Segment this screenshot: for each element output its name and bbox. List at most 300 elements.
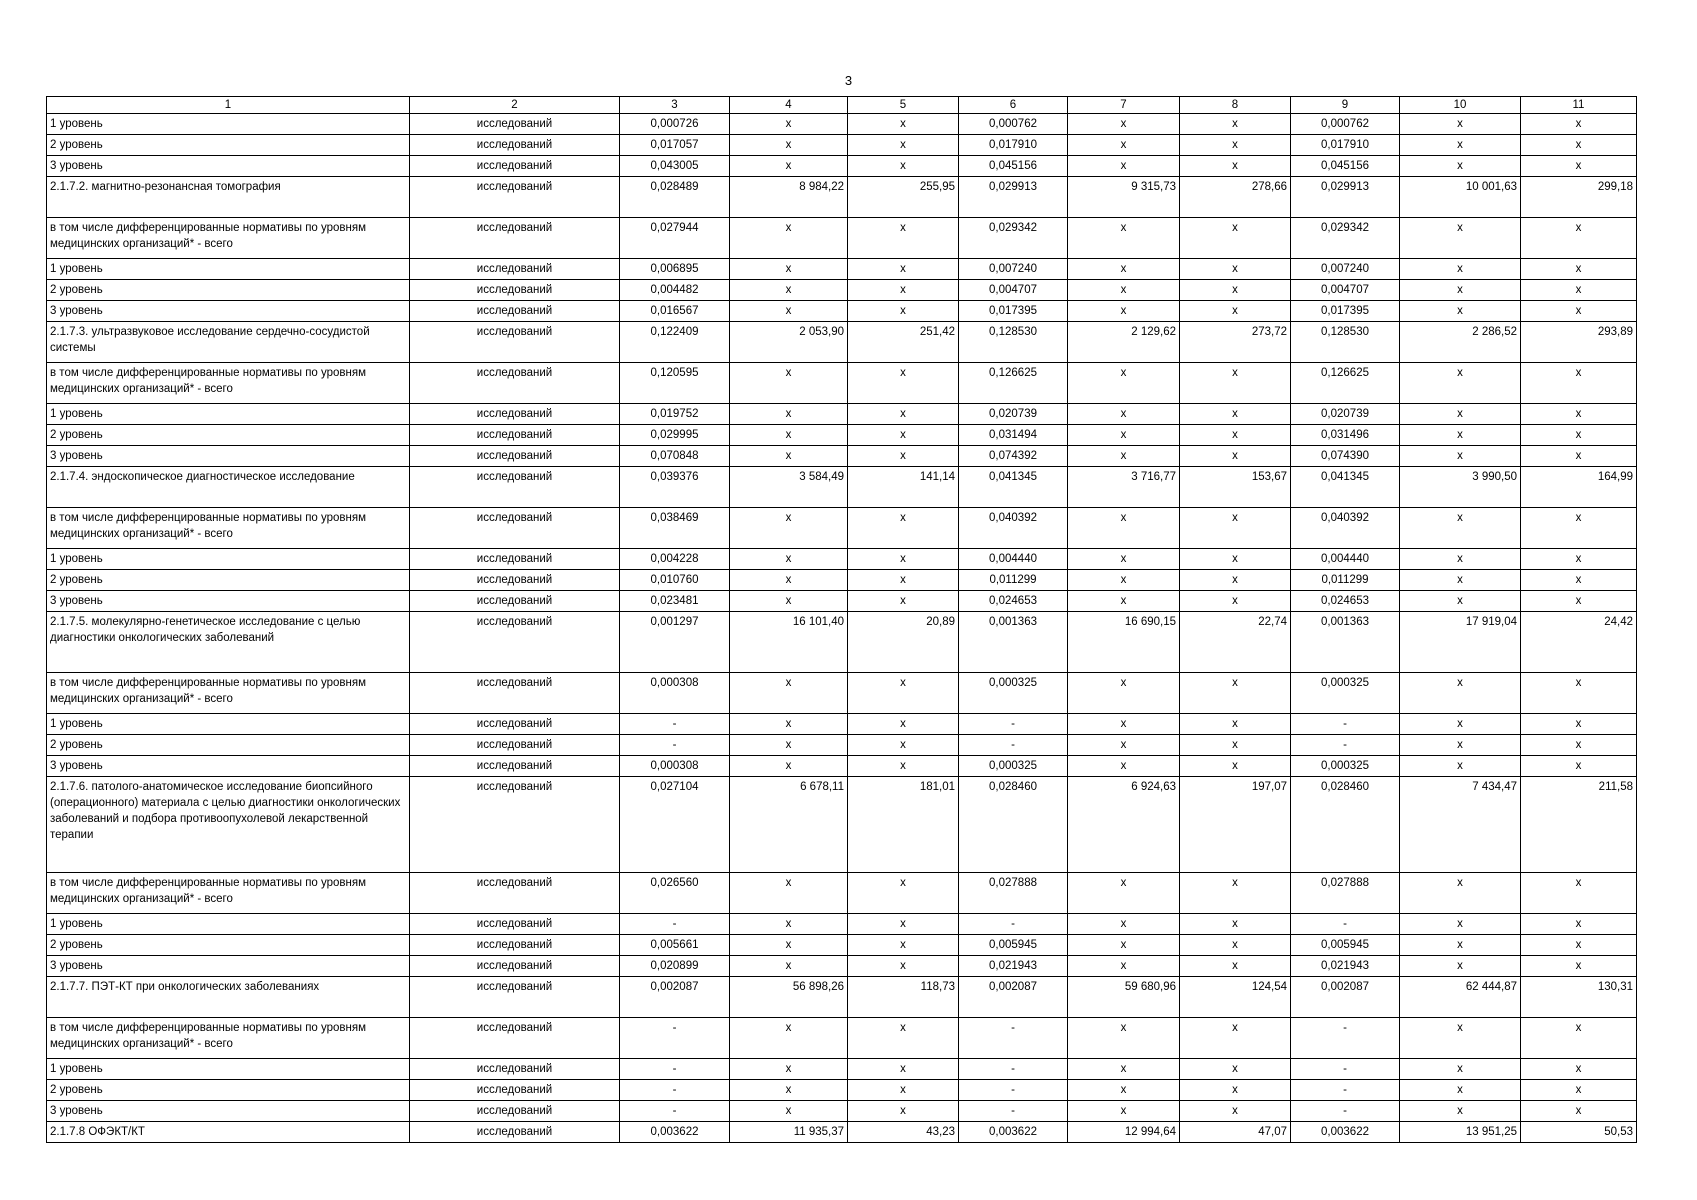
- cell-col-10: x: [1400, 735, 1521, 756]
- cell-col-11: 24,42: [1521, 612, 1637, 673]
- cell-col-8: x: [1180, 570, 1291, 591]
- cell-col-3: 0,000308: [620, 756, 730, 777]
- cell-col-1: 1 уровень: [47, 714, 410, 735]
- cell-col-10: x: [1400, 873, 1521, 914]
- cell-col-2: исследований: [410, 156, 620, 177]
- cell-col-5: 251,42: [848, 322, 959, 363]
- cell-col-3: -: [620, 1018, 730, 1059]
- cell-col-8: 278,66: [1180, 177, 1291, 218]
- cell-col-1: 2 уровень: [47, 425, 410, 446]
- cell-col-7: x: [1068, 1080, 1180, 1101]
- cell-col-1: в том числе дифференцированные нормативы по уровням медицинских организаций* - всего: [47, 1018, 410, 1059]
- cell-col-9: 0,045156: [1291, 156, 1400, 177]
- cell-col-3: 0,039376: [620, 467, 730, 508]
- table-row: [47, 591, 1637, 612]
- cell-col-4: x: [730, 873, 848, 914]
- column-header-6: 6: [959, 97, 1068, 114]
- cell-col-5: x: [848, 404, 959, 425]
- cell-col-2: исследований: [410, 735, 620, 756]
- cell-col-3: 0,017057: [620, 135, 730, 156]
- table-row: [47, 956, 1637, 977]
- cell-col-11: x: [1521, 1018, 1637, 1059]
- cell-col-2: исследований: [410, 977, 620, 1018]
- cell-col-4: 56 898,26: [730, 977, 848, 1018]
- table-row: [47, 914, 1637, 935]
- cell-col-1: 2 уровень: [47, 935, 410, 956]
- cell-col-3: 0,010760: [620, 570, 730, 591]
- cell-col-10: x: [1400, 1080, 1521, 1101]
- cell-col-5: 141,14: [848, 467, 959, 508]
- cell-col-9: -: [1291, 1080, 1400, 1101]
- cell-col-4: x: [730, 508, 848, 549]
- cell-col-9: 0,027888: [1291, 873, 1400, 914]
- cell-col-2: исследований: [410, 508, 620, 549]
- table-row: [47, 873, 1637, 914]
- cell-col-10: x: [1400, 280, 1521, 301]
- cell-col-8: x: [1180, 404, 1291, 425]
- table-row: [47, 549, 1637, 570]
- cell-col-1: в том числе дифференцированные нормативы по уровням медицинских организаций* - всего: [47, 218, 410, 259]
- cell-col-6: 0,011299: [959, 570, 1068, 591]
- cell-col-7: x: [1068, 135, 1180, 156]
- cell-col-3: 0,004482: [620, 280, 730, 301]
- cell-col-7: x: [1068, 549, 1180, 570]
- cell-col-4: x: [730, 714, 848, 735]
- cell-col-2: исследований: [410, 612, 620, 673]
- cell-col-11: x: [1521, 135, 1637, 156]
- cell-col-8: 124,54: [1180, 977, 1291, 1018]
- table-row: [47, 1059, 1637, 1080]
- cell-col-7: x: [1068, 301, 1180, 322]
- table-row: [47, 280, 1637, 301]
- cell-col-3: 0,000726: [620, 114, 730, 135]
- cell-col-3: -: [620, 1101, 730, 1122]
- cell-col-5: x: [848, 935, 959, 956]
- cell-col-4: x: [730, 280, 848, 301]
- cell-col-4: 3 584,49: [730, 467, 848, 508]
- cell-col-5: x: [848, 673, 959, 714]
- cell-col-10: 3 990,50: [1400, 467, 1521, 508]
- cell-col-6: 0,005945: [959, 935, 1068, 956]
- cell-col-4: 2 053,90: [730, 322, 848, 363]
- cell-col-4: x: [730, 404, 848, 425]
- cell-col-1: 3 уровень: [47, 756, 410, 777]
- cell-col-6: 0,029913: [959, 177, 1068, 218]
- cell-col-4: x: [730, 914, 848, 935]
- cell-col-2: исследований: [410, 259, 620, 280]
- cell-col-2: исследований: [410, 177, 620, 218]
- cell-col-11: x: [1521, 259, 1637, 280]
- cell-col-9: 0,007240: [1291, 259, 1400, 280]
- cell-col-4: x: [730, 218, 848, 259]
- cell-col-5: 118,73: [848, 977, 959, 1018]
- column-header-11: 11: [1521, 97, 1637, 114]
- cell-col-2: исследований: [410, 956, 620, 977]
- cell-col-9: 0,040392: [1291, 508, 1400, 549]
- cell-col-1: в том числе дифференцированные нормативы по уровням медицинских организаций* - всего: [47, 363, 410, 404]
- column-header-7: 7: [1068, 97, 1180, 114]
- cell-col-7: x: [1068, 259, 1180, 280]
- table-row: [47, 425, 1637, 446]
- cell-col-10: 7 434,47: [1400, 777, 1521, 873]
- cell-col-11: x: [1521, 673, 1637, 714]
- cell-col-10: x: [1400, 756, 1521, 777]
- cell-col-2: исследований: [410, 570, 620, 591]
- cell-col-4: x: [730, 591, 848, 612]
- cell-col-10: x: [1400, 673, 1521, 714]
- cell-col-2: исследований: [410, 135, 620, 156]
- cell-col-8: x: [1180, 1059, 1291, 1080]
- cell-col-10: x: [1400, 446, 1521, 467]
- cell-col-11: x: [1521, 914, 1637, 935]
- cell-col-1: 1 уровень: [47, 914, 410, 935]
- cell-col-7: x: [1068, 873, 1180, 914]
- cell-col-1: 1 уровень: [47, 1059, 410, 1080]
- cell-col-6: 0,029342: [959, 218, 1068, 259]
- cell-col-8: x: [1180, 914, 1291, 935]
- cell-col-7: x: [1068, 218, 1180, 259]
- cell-col-9: 0,001363: [1291, 612, 1400, 673]
- cell-col-7: x: [1068, 1101, 1180, 1122]
- cell-col-11: x: [1521, 1101, 1637, 1122]
- cell-col-4: x: [730, 673, 848, 714]
- table-row: [47, 1122, 1637, 1143]
- cell-col-3: 0,005661: [620, 935, 730, 956]
- cell-col-7: x: [1068, 735, 1180, 756]
- cell-col-4: x: [730, 756, 848, 777]
- cell-col-2: исследований: [410, 1018, 620, 1059]
- cell-col-4: x: [730, 935, 848, 956]
- cell-col-7: x: [1068, 914, 1180, 935]
- cell-col-10: x: [1400, 591, 1521, 612]
- cell-col-8: x: [1180, 714, 1291, 735]
- table-row: [47, 673, 1637, 714]
- cell-col-9: 0,029913: [1291, 177, 1400, 218]
- cell-col-4: x: [730, 446, 848, 467]
- cell-col-7: x: [1068, 714, 1180, 735]
- cell-col-11: 164,99: [1521, 467, 1637, 508]
- cell-col-6: 0,003622: [959, 1122, 1068, 1143]
- cell-col-2: исследований: [410, 114, 620, 135]
- table-row: [47, 570, 1637, 591]
- cell-col-5: 255,95: [848, 177, 959, 218]
- cell-col-10: x: [1400, 404, 1521, 425]
- table-row: [47, 177, 1637, 218]
- cell-col-6: 0,031494: [959, 425, 1068, 446]
- column-header-4: 4: [730, 97, 848, 114]
- cell-col-6: 0,004707: [959, 280, 1068, 301]
- cell-col-3: 0,019752: [620, 404, 730, 425]
- cell-col-3: 0,001297: [620, 612, 730, 673]
- cell-col-3: 0,004228: [620, 549, 730, 570]
- table-row: [47, 259, 1637, 280]
- cell-col-1: 2.1.7.2. магнитно-резонансная томография: [47, 177, 410, 218]
- cell-col-5: x: [848, 1101, 959, 1122]
- cell-col-6: 0,074392: [959, 446, 1068, 467]
- cell-col-10: x: [1400, 1101, 1521, 1122]
- data-table: [46, 96, 1637, 1143]
- cell-col-9: 0,011299: [1291, 570, 1400, 591]
- cell-col-9: 0,021943: [1291, 956, 1400, 977]
- cell-col-8: x: [1180, 446, 1291, 467]
- cell-col-10: x: [1400, 914, 1521, 935]
- cell-col-11: x: [1521, 280, 1637, 301]
- table-row: [47, 977, 1637, 1018]
- table-row: [47, 756, 1637, 777]
- cell-col-9: -: [1291, 735, 1400, 756]
- cell-col-6: -: [959, 914, 1068, 935]
- cell-col-5: x: [848, 735, 959, 756]
- cell-col-10: x: [1400, 1018, 1521, 1059]
- cell-col-1: 3 уровень: [47, 156, 410, 177]
- cell-col-9: 0,028460: [1291, 777, 1400, 873]
- column-header-8: 8: [1180, 97, 1291, 114]
- cell-col-8: x: [1180, 259, 1291, 280]
- table-row: [47, 322, 1637, 363]
- table-row: [47, 218, 1637, 259]
- cell-col-10: x: [1400, 114, 1521, 135]
- cell-col-11: x: [1521, 956, 1637, 977]
- cell-col-6: -: [959, 1018, 1068, 1059]
- cell-col-2: исследований: [410, 756, 620, 777]
- cell-col-5: x: [848, 259, 959, 280]
- cell-col-2: исследований: [410, 218, 620, 259]
- cell-col-8: x: [1180, 301, 1291, 322]
- cell-col-7: x: [1068, 446, 1180, 467]
- cell-col-7: 59 680,96: [1068, 977, 1180, 1018]
- cell-col-7: 16 690,15: [1068, 612, 1180, 673]
- cell-col-9: 0,004440: [1291, 549, 1400, 570]
- cell-col-4: x: [730, 549, 848, 570]
- cell-col-1: 1 уровень: [47, 259, 410, 280]
- cell-col-3: -: [620, 1059, 730, 1080]
- cell-col-3: 0,000308: [620, 673, 730, 714]
- cell-col-8: x: [1180, 673, 1291, 714]
- cell-col-7: 9 315,73: [1068, 177, 1180, 218]
- cell-col-2: исследований: [410, 446, 620, 467]
- cell-col-2: исследований: [410, 404, 620, 425]
- cell-col-8: 273,72: [1180, 322, 1291, 363]
- cell-col-9: 0,128530: [1291, 322, 1400, 363]
- cell-col-7: 12 994,64: [1068, 1122, 1180, 1143]
- cell-col-10: 13 951,25: [1400, 1122, 1521, 1143]
- column-header-9: 9: [1291, 97, 1400, 114]
- cell-col-9: 0,000325: [1291, 673, 1400, 714]
- table-row: [47, 1080, 1637, 1101]
- cell-col-11: x: [1521, 1080, 1637, 1101]
- cell-col-8: x: [1180, 935, 1291, 956]
- cell-col-3: 0,043005: [620, 156, 730, 177]
- cell-col-6: 0,007240: [959, 259, 1068, 280]
- cell-col-3: 0,027944: [620, 218, 730, 259]
- cell-col-6: -: [959, 1101, 1068, 1122]
- cell-col-7: x: [1068, 570, 1180, 591]
- cell-col-4: 11 935,37: [730, 1122, 848, 1143]
- cell-col-4: x: [730, 259, 848, 280]
- cell-col-1: 1 уровень: [47, 549, 410, 570]
- cell-col-5: x: [848, 591, 959, 612]
- table-row: [47, 714, 1637, 735]
- cell-col-2: исследований: [410, 777, 620, 873]
- cell-col-10: x: [1400, 218, 1521, 259]
- cell-col-9: 0,041345: [1291, 467, 1400, 508]
- cell-col-11: x: [1521, 425, 1637, 446]
- cell-col-1: 2 уровень: [47, 735, 410, 756]
- cell-col-11: x: [1521, 735, 1637, 756]
- cell-col-10: x: [1400, 363, 1521, 404]
- column-header-5: 5: [848, 97, 959, 114]
- table-row: [47, 735, 1637, 756]
- cell-col-7: 3 716,77: [1068, 467, 1180, 508]
- cell-col-10: x: [1400, 259, 1521, 280]
- cell-col-8: x: [1180, 1080, 1291, 1101]
- cell-col-3: 0,026560: [620, 873, 730, 914]
- cell-col-4: x: [730, 956, 848, 977]
- table-row: [47, 467, 1637, 508]
- cell-col-3: -: [620, 1080, 730, 1101]
- cell-col-3: -: [620, 714, 730, 735]
- cell-col-5: x: [848, 114, 959, 135]
- cell-col-9: 0,002087: [1291, 977, 1400, 1018]
- cell-col-3: 0,038469: [620, 508, 730, 549]
- cell-col-6: 0,045156: [959, 156, 1068, 177]
- cell-col-7: x: [1068, 156, 1180, 177]
- cell-col-1: в том числе дифференцированные нормативы по уровням медицинских организаций* - всего: [47, 508, 410, 549]
- cell-col-6: 0,017395: [959, 301, 1068, 322]
- cell-col-3: 0,027104: [620, 777, 730, 873]
- cell-col-3: 0,006895: [620, 259, 730, 280]
- cell-col-1: 2.1.7.8 ОФЭКТ/КТ: [47, 1122, 410, 1143]
- cell-col-2: исследований: [410, 322, 620, 363]
- cell-col-8: 47,07: [1180, 1122, 1291, 1143]
- cell-col-5: 43,23: [848, 1122, 959, 1143]
- cell-col-5: x: [848, 956, 959, 977]
- cell-col-5: x: [848, 301, 959, 322]
- cell-col-6: 0,000762: [959, 114, 1068, 135]
- cell-col-9: -: [1291, 1059, 1400, 1080]
- cell-col-6: 0,000325: [959, 756, 1068, 777]
- cell-col-11: x: [1521, 591, 1637, 612]
- cell-col-11: 293,89: [1521, 322, 1637, 363]
- cell-col-7: x: [1068, 1059, 1180, 1080]
- cell-col-4: 6 678,11: [730, 777, 848, 873]
- column-header-2: 2: [410, 97, 620, 114]
- cell-col-11: x: [1521, 218, 1637, 259]
- cell-col-8: x: [1180, 591, 1291, 612]
- cell-col-11: x: [1521, 570, 1637, 591]
- cell-col-7: x: [1068, 935, 1180, 956]
- cell-col-3: 0,003622: [620, 1122, 730, 1143]
- cell-col-5: x: [848, 446, 959, 467]
- cell-col-1: 1 уровень: [47, 404, 410, 425]
- cell-col-9: 0,017910: [1291, 135, 1400, 156]
- cell-col-3: 0,070848: [620, 446, 730, 467]
- cell-col-5: x: [848, 508, 959, 549]
- cell-col-5: x: [848, 570, 959, 591]
- cell-col-7: x: [1068, 673, 1180, 714]
- table-row: [47, 301, 1637, 322]
- cell-col-2: исследований: [410, 914, 620, 935]
- cell-col-2: исследований: [410, 591, 620, 612]
- cell-col-5: x: [848, 425, 959, 446]
- cell-col-1: 3 уровень: [47, 956, 410, 977]
- cell-col-4: x: [730, 363, 848, 404]
- cell-col-7: x: [1068, 404, 1180, 425]
- cell-col-5: 20,89: [848, 612, 959, 673]
- cell-col-1: 2 уровень: [47, 1080, 410, 1101]
- cell-col-6: 0,040392: [959, 508, 1068, 549]
- cell-col-4: 16 101,40: [730, 612, 848, 673]
- cell-col-8: x: [1180, 956, 1291, 977]
- table-row: [47, 508, 1637, 549]
- cell-col-3: 0,016567: [620, 301, 730, 322]
- cell-col-5: x: [848, 135, 959, 156]
- cell-col-10: x: [1400, 935, 1521, 956]
- cell-col-8: x: [1180, 549, 1291, 570]
- cell-col-4: x: [730, 1101, 848, 1122]
- cell-col-5: x: [848, 1018, 959, 1059]
- table-row: [47, 612, 1637, 673]
- cell-col-1: 2 уровень: [47, 280, 410, 301]
- cell-col-2: исследований: [410, 873, 620, 914]
- cell-col-7: 6 924,63: [1068, 777, 1180, 873]
- cell-col-5: x: [848, 218, 959, 259]
- cell-col-1: в том числе дифференцированные нормативы по уровням медицинских организаций* - всего: [47, 673, 410, 714]
- cell-col-2: исследований: [410, 1059, 620, 1080]
- cell-col-2: исследований: [410, 714, 620, 735]
- cell-col-4: x: [730, 114, 848, 135]
- cell-col-4: x: [730, 301, 848, 322]
- cell-col-4: x: [730, 1080, 848, 1101]
- cell-col-10: x: [1400, 570, 1521, 591]
- cell-col-9: 0,017395: [1291, 301, 1400, 322]
- cell-col-11: 50,53: [1521, 1122, 1637, 1143]
- cell-col-1: в том числе дифференцированные нормативы по уровням медицинских организаций* - всего: [47, 873, 410, 914]
- cell-col-8: x: [1180, 735, 1291, 756]
- cell-col-11: x: [1521, 714, 1637, 735]
- cell-col-10: 2 286,52: [1400, 322, 1521, 363]
- cell-col-10: x: [1400, 956, 1521, 977]
- cell-col-5: x: [848, 756, 959, 777]
- cell-col-6: 0,126625: [959, 363, 1068, 404]
- cell-col-4: x: [730, 735, 848, 756]
- cell-col-11: x: [1521, 404, 1637, 425]
- cell-col-5: x: [848, 280, 959, 301]
- cell-col-3: 0,120595: [620, 363, 730, 404]
- cell-col-9: 0,074390: [1291, 446, 1400, 467]
- cell-col-7: x: [1068, 591, 1180, 612]
- table-row: [47, 935, 1637, 956]
- cell-col-11: x: [1521, 756, 1637, 777]
- cell-col-1: 2 уровень: [47, 135, 410, 156]
- cell-col-6: -: [959, 735, 1068, 756]
- cell-col-11: 211,58: [1521, 777, 1637, 873]
- page-number: 3: [844, 73, 853, 88]
- cell-col-9: -: [1291, 914, 1400, 935]
- cell-col-8: x: [1180, 280, 1291, 301]
- table-row: [47, 1101, 1637, 1122]
- cell-col-6: 0,041345: [959, 467, 1068, 508]
- cell-col-4: 8 984,22: [730, 177, 848, 218]
- cell-col-10: x: [1400, 135, 1521, 156]
- cell-col-1: 2.1.7.6. патолого-анатомическое исследование биопсийного (операционного) материала с целью диагностики онкологических заболеваний и подбора противоопухолевой лекарственной терапии: [47, 777, 410, 873]
- cell-col-2: исследований: [410, 467, 620, 508]
- cell-col-2: исследований: [410, 1080, 620, 1101]
- cell-col-3: 0,029995: [620, 425, 730, 446]
- cell-col-10: x: [1400, 156, 1521, 177]
- cell-col-9: -: [1291, 1018, 1400, 1059]
- cell-col-11: x: [1521, 301, 1637, 322]
